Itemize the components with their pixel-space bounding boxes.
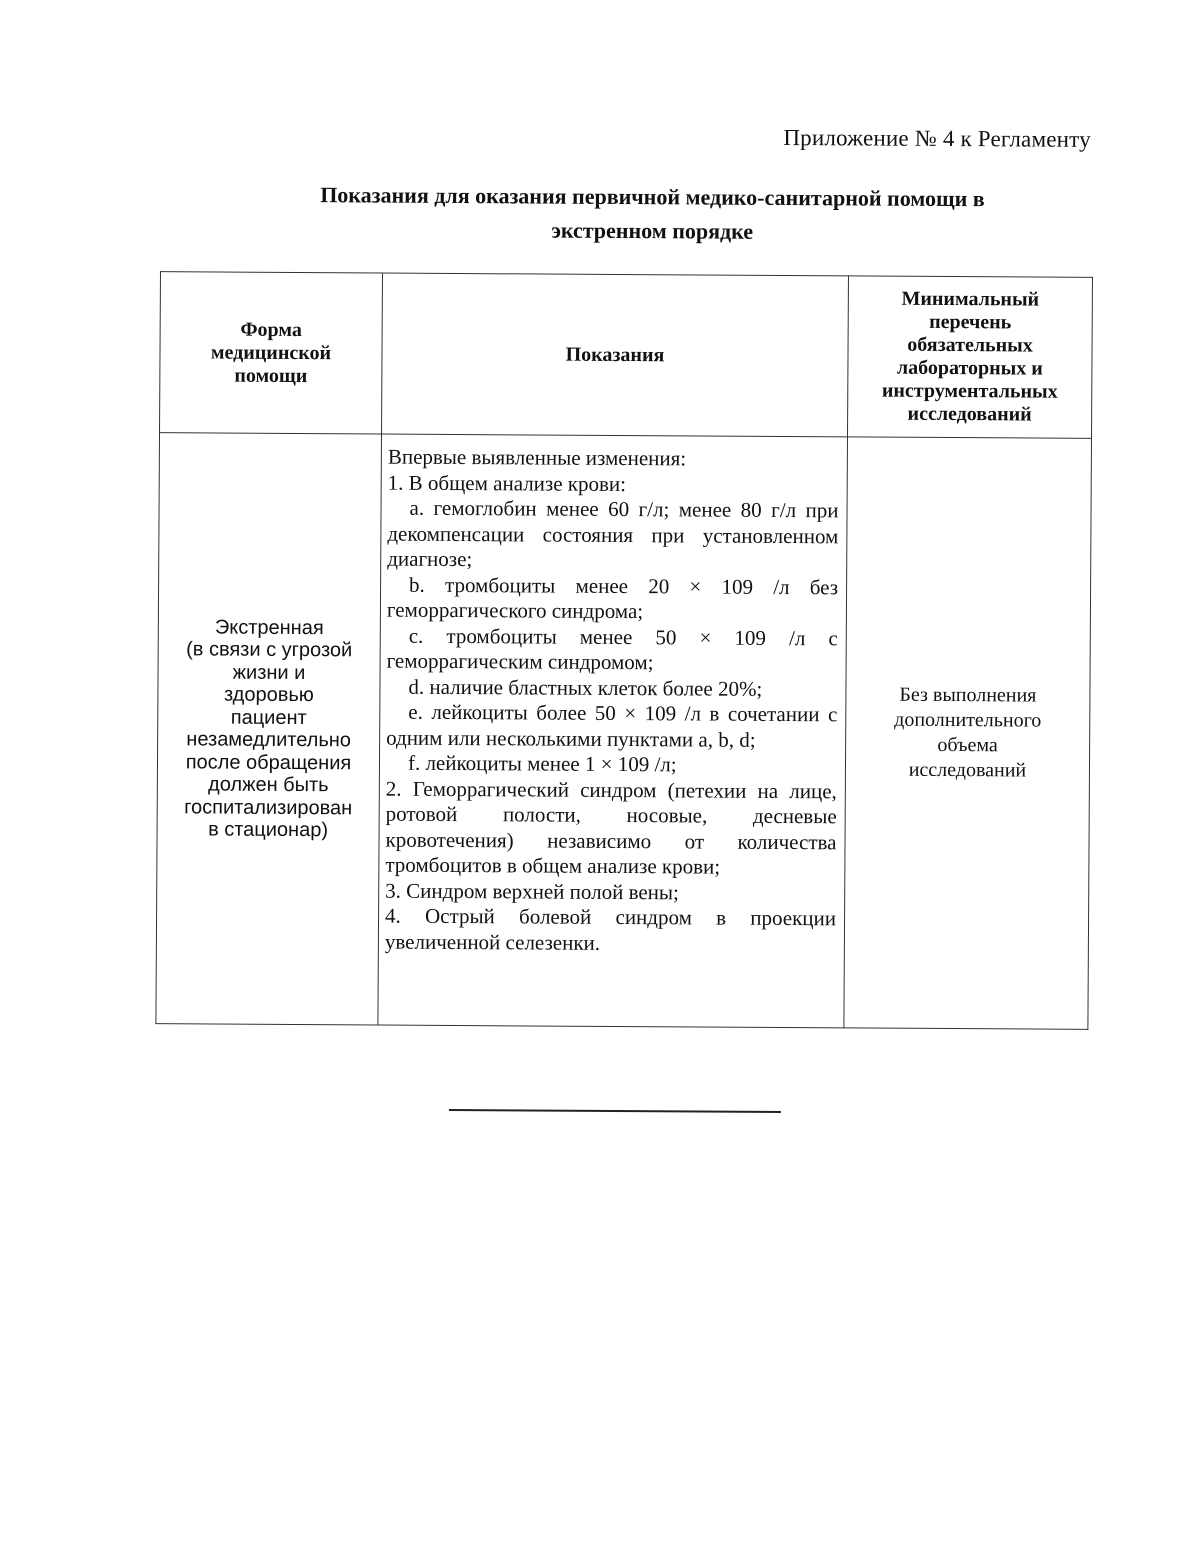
minimum-cell [844,437,1092,1029]
document-title [152,177,1152,251]
header-form-cell [160,272,383,434]
form-line: жизни и [232,661,306,684]
header-indications-cell [382,273,849,437]
title-line-1: Показания для оказания первичной медико-санитарной помощи в [320,182,985,212]
form-line: госпитализирован [184,795,353,819]
closing-rule [449,1109,781,1113]
minimum-line: Без выполнения [899,683,1037,707]
form-line: после обращения [185,750,352,774]
header-minimum-cell [848,276,1093,438]
indications-item-3: 3. Синдром верхней полой вены; [385,878,679,904]
form-line: незамедлительно [186,728,352,752]
appendix-label: Приложение № 4 к Регламенту [783,124,1091,152]
header-form-line: помощи [234,364,308,387]
header-minimum-line: перечень [929,310,1012,334]
indications-item-1a: a. гемоглобин менее 60 г/л; менее 80 г/л при декомпенсации состояния при установленном диагнозе; [387,495,839,572]
indications-table [155,271,1093,1030]
header-minimum-line: инструментальных [881,379,1058,403]
header-minimum-line: лабораторных и [896,356,1043,380]
indications-intro: Впервые выявленные изменения: [387,444,687,471]
minimum-line: дополнительного [894,708,1042,732]
indications-item-1: 1. В общем анализе крови: [387,470,627,496]
table-header-row [160,272,1093,439]
form-line: в стационар) [208,818,329,842]
indications-item-1f: f. лейкоциты менее 1 × 109 /л; [407,750,677,777]
indications-cell [378,434,848,1028]
form-cell [156,433,382,1025]
indications-item-1e: e. лейкоциты более 50 × 109 /л в сочетании с одним или несколькими пунктами a, b, d; [386,699,838,752]
indications-item-1b: b. тромбоциты менее 20 × 109 /л без геморрагического синдрома; [386,572,839,624]
indications-item-4: 4. Острый болевой синдром в проекции увеличенной селезенки. [384,903,837,955]
header-form-line: медицинской [210,340,332,364]
header-indications: Показания [565,343,665,366]
header-form-line: Форма [240,318,302,341]
indications-item-2: 2. Геморрагический синдром (петехии на лице, ротовой полости, носовые, десневые кровотечения) независимо от количества тромбоцитов в общем анализе крови; [385,776,837,879]
form-line: пациент [230,706,307,729]
form-line: должен быть [208,773,329,797]
form-line: здоровью [223,683,314,707]
form-line: Экстренная [214,616,324,639]
table-row [156,433,1092,1030]
indications-item-1d: d. наличие бластных клеток более 20%; [408,674,763,701]
header-minimum-line: исследований [907,402,1032,426]
header-minimum-line: обязательных [907,333,1033,357]
minimum-line: объема [937,733,998,757]
indications-item-1c: c. тромбоциты менее 50 × 109 /л с геморрагическим синдромом; [386,623,838,675]
title-line-2: экстренном порядке [551,217,754,244]
header-minimum-line: Минимальный [901,287,1040,311]
form-line: (в связи с угрозой [186,638,353,662]
minimum-line: исследований [908,758,1027,782]
